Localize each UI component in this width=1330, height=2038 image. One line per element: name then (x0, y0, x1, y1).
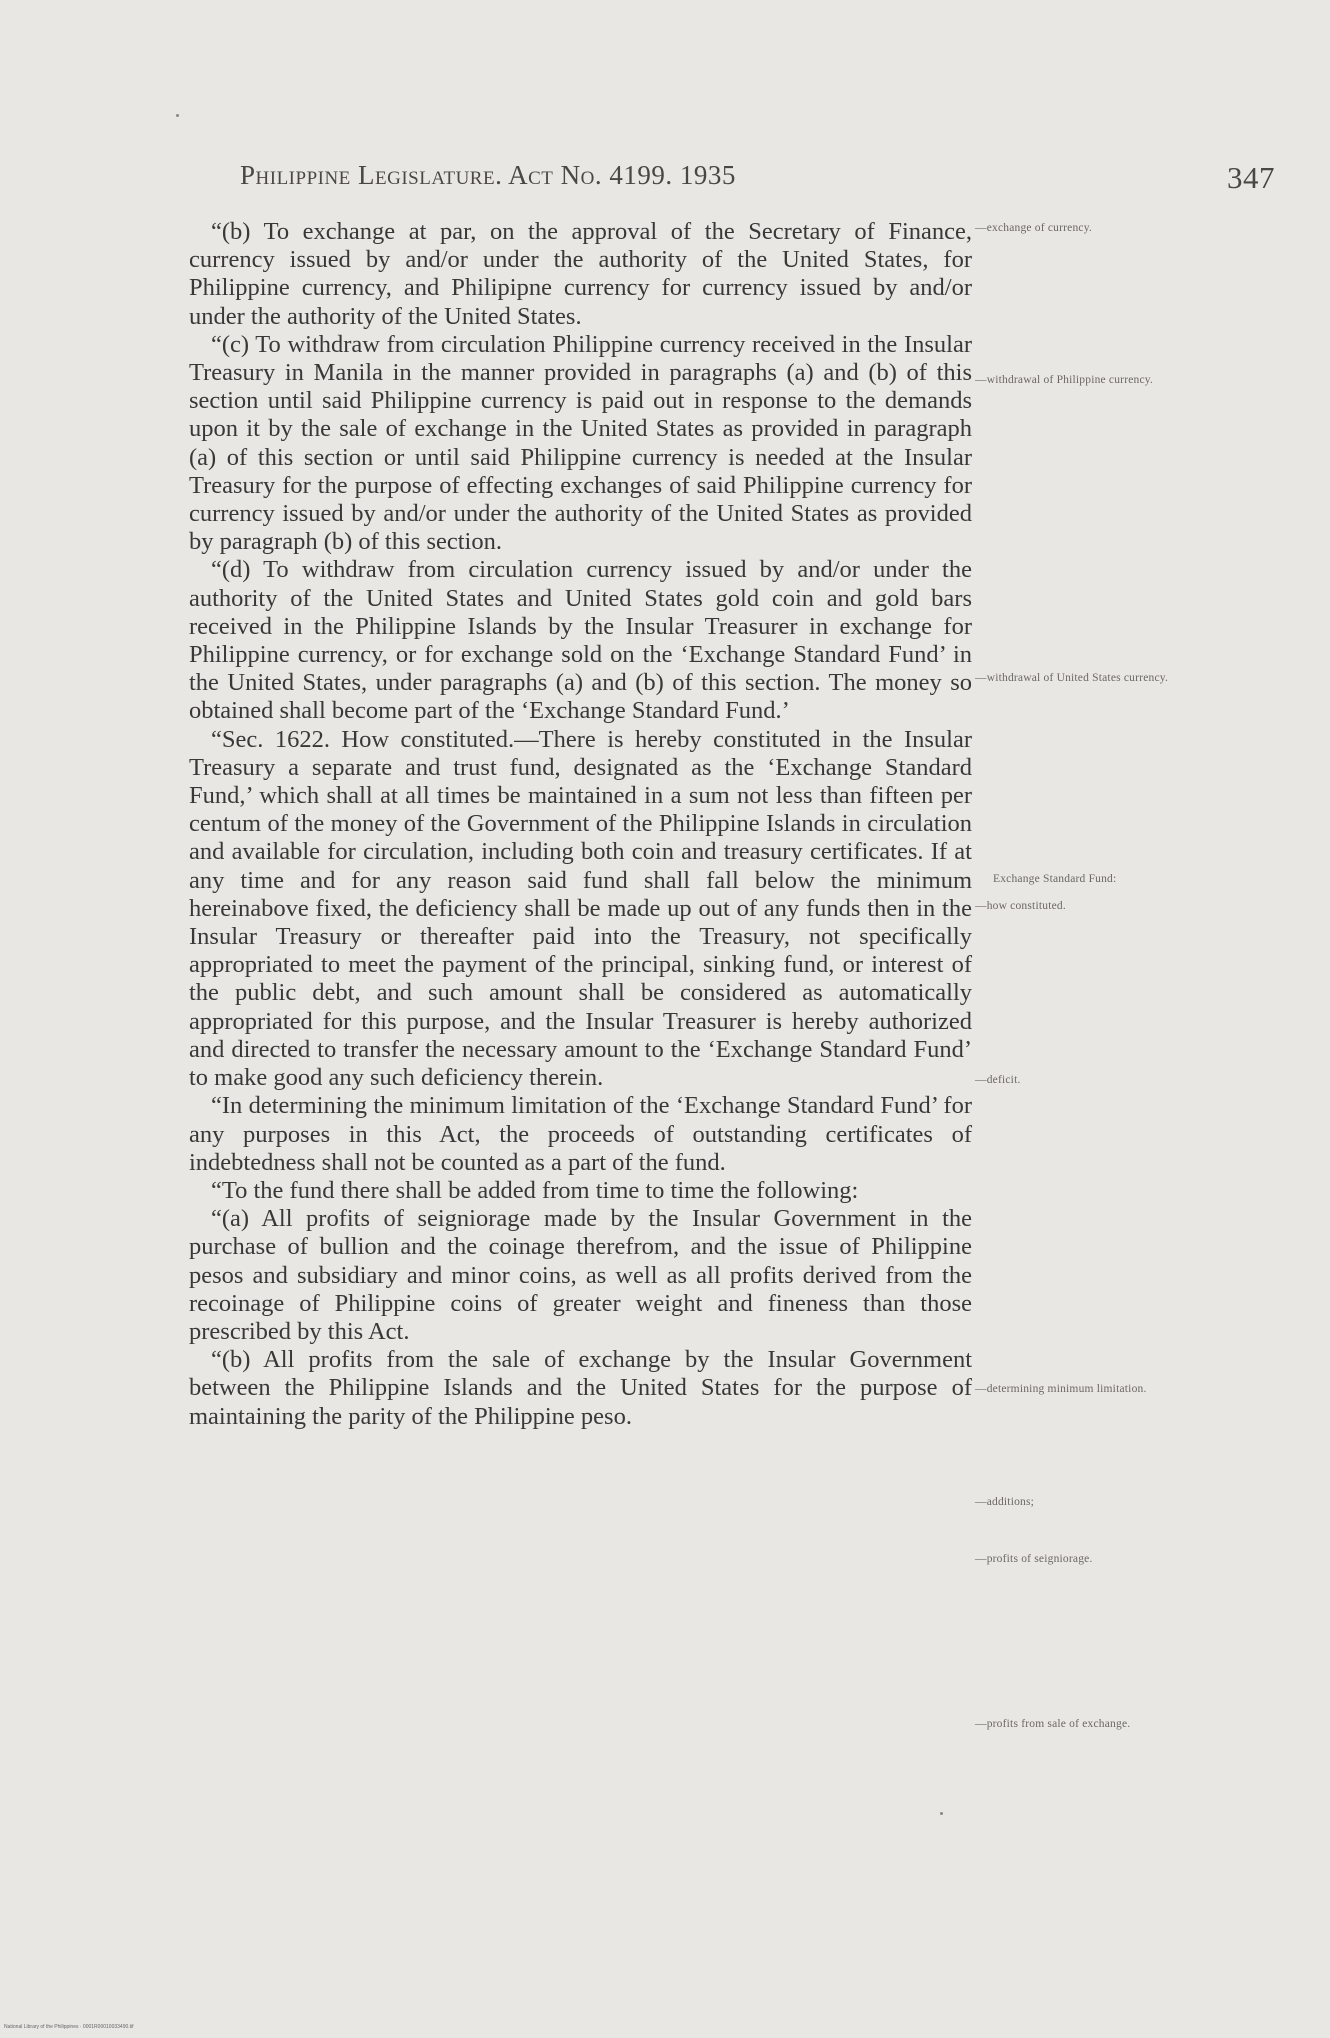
paragraph-minimum-limitation: “In determining the minimum limitation of the ‘Exchange Standard Fund’ for any purposes in this Act, the proceeds of outstanding certificates of indebtedness shall not be counted as a part of the fund. (189, 1092, 972, 1176)
margin-note-how-constituted: —how constituted. (975, 900, 1066, 912)
archive-stamp: National Library of the Philippines · 0001R00010033490.tif (4, 2024, 134, 2030)
body-text (189, 218, 972, 1431)
scan-speck (940, 1812, 943, 1815)
margin-note-exchange-standard-fund: Exchange Standard Fund: (993, 873, 1117, 885)
paragraph-d-withdraw-us: “(d) To withdraw from circulation currency issued by and/or under the authority of the United States and United States gold coin and gold bars received in the Philippine Islands by the Insular Treasurer in exchange for Philippine currency, or for exchange sold on the ‘Exchange Standard Fund’ in the United States, under paragraphs (a) and (b) of this section. The money so obtained shall become part of the ‘Exchange Standard Fund.’ (189, 556, 972, 725)
margin-note-minimum-limitation: —determining minimum limitation. (975, 1383, 1147, 1395)
margin-note-sale-of-exchange: —profits from sale of exchange. (975, 1718, 1131, 1730)
margin-note-seigniorage: —profits of seigniorage. (975, 1553, 1093, 1565)
paragraph-b-exchange: “(b) To exchange at par, on the approval of the Secretary of Finance, currency issued by and/or under the authority of the United States, for Philippine currency, and Philipipne currency for currency issued by and/or under the authority of the United States. (189, 218, 972, 330)
paragraph-c-withdraw-philippine: “(c) To withdraw from circulation Philippine currency received in the Insular Treasury in Manila in the manner provided in paragraphs (a) and (b) of this section until said Philippine currency is paid out in response to the demands upon it by the sale of exchange in the United States as provided in paragraph (a) of this section or until said Philippine currency is needed at the Insular Treasury for the purpose of effecting exchanges of said Philippine currency for currency issued by and/or under the authority of the United States as provided by paragraph (b) of this section. (189, 330, 972, 556)
running-header (240, 160, 1275, 196)
margin-note-withdrawal-us: —withdrawal of United States currency. (975, 672, 1169, 684)
margin-note-withdrawal-philippine: —withdrawal of Philippine currency. (975, 374, 1154, 386)
paragraph-sec-1622: “Sec. 1622. How constituted.—There is hereby constituted in the Insular Treasury a separate and trust fund, designated as the ‘Exchange Standard Fund,’ which shall at all times be maintained in a sum not less than fifteen per centum of the money of the Government of the Philippine Islands in circulation and available for circulation, including both coin and treasury certificates. If at any time and for any reason said fund shall fall below the minimum hereinabove fixed, the deficiency shall be made up out of any funds then in the Insular Treasury or thereafter paid into the Treasury, not specifically appropriated to meet the payment of the principal, sinking fund, or interest of the public debt, and such amount shall be considered as automatically appropriated for this purpose, and the Insular Treasurer is hereby authorized and directed to transfer the necessary amount to the ‘Exchange Standard Fund’ to make good any such deficiency therein. (189, 725, 972, 1092)
running-title: Philippine Legislature. Act No. 4199. 1935 (240, 160, 736, 190)
paragraph-b-sale-of-exchange: “(b) All profits from the sale of exchange by the Insular Government between the Philippine Islands and the United States for the purpose of maintaining the parity of the Philippine peso. (189, 1346, 972, 1430)
margin-note-additions: —additions; (975, 1496, 1035, 1508)
paragraph-a-seigniorage: “(a) All profits of seigniorage made by the Insular Government in the purchase of bullion and the coinage therefrom, and the issue of Philippine pesos and subsidiary and minor coins, as well as all profits derived from the recoinage of Philippine coins of greater weight and fineness than those prescribed by this Act. (189, 1205, 972, 1345)
margin-note-exchange-of-currency: —exchange of currency. (975, 222, 1092, 234)
page-number: 347 (1227, 160, 1275, 195)
margin-note-deficit: —deficit. (975, 1074, 1021, 1086)
paragraph-additions: “To the fund there shall be added from time to time the following: (211, 1176, 859, 1204)
scan-speck (176, 114, 179, 117)
